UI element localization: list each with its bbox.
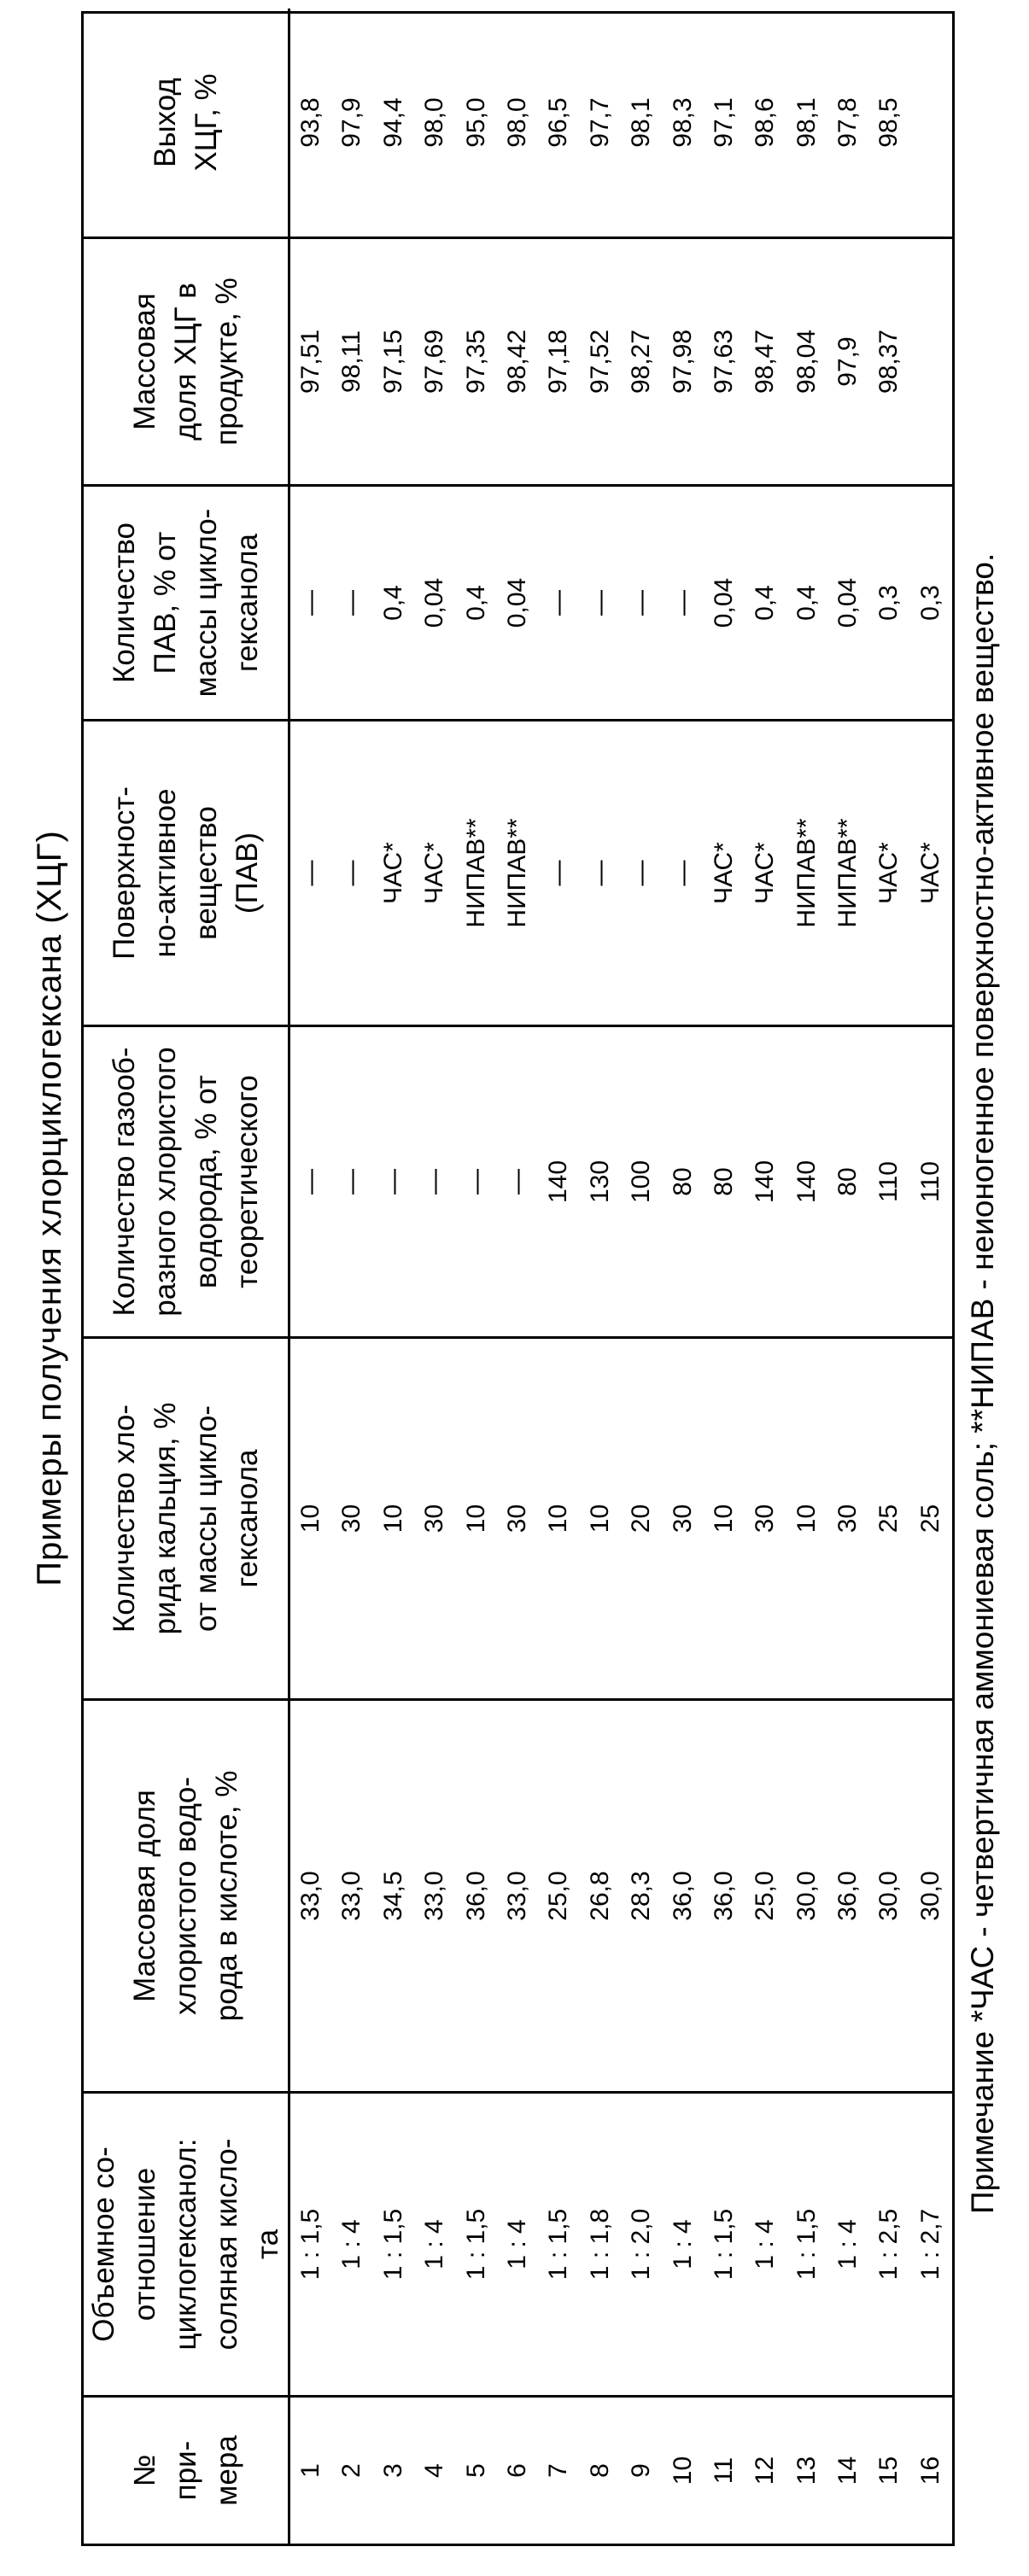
table-title: Примеры получения хлорциклогексана (ХЦГ) xyxy=(31,830,68,1586)
cell-value: НИПАВ** xyxy=(461,818,490,928)
cell-value: 28,3 xyxy=(627,1871,656,1921)
cell-value: 1 : 4 xyxy=(833,2219,862,2269)
cell-value: 26,8 xyxy=(585,1871,614,1921)
cell-value: 1 : 1,5 xyxy=(709,2208,738,2281)
cell-value: 5 xyxy=(461,2463,490,2478)
column-values-gaseous-hcl-amount xyxy=(290,1027,952,1336)
column-values-hcg-yield xyxy=(290,9,952,237)
cell-value: 1 : 4 xyxy=(420,2219,449,2269)
cell-value: — xyxy=(627,590,656,616)
column-values-hcl-mass-fraction-in-acid xyxy=(290,1701,952,2091)
examples-table xyxy=(81,11,955,2546)
column-values-calcium-chloride-amount xyxy=(290,1339,952,1698)
cell-value: 140 xyxy=(544,1159,573,1204)
cell-value: — xyxy=(420,1169,449,1195)
cell-value: 1 : 1,5 xyxy=(792,2208,821,2281)
cell-value: 130 xyxy=(585,1159,614,1204)
cell-value: 30,0 xyxy=(792,1871,821,1921)
cell-value: 97,15 xyxy=(378,329,407,394)
cell-value: 10 xyxy=(296,1504,324,1533)
column-values-hcg-mass-fraction-in-product xyxy=(290,239,952,484)
cell-value: НИПАВ** xyxy=(833,818,862,928)
cell-value: 10 xyxy=(792,1504,821,1533)
cell-value: 98,47 xyxy=(751,329,780,394)
cell-value: — xyxy=(502,1169,531,1195)
cell-value: 16 xyxy=(915,2456,944,2485)
cell-value: — xyxy=(296,860,324,886)
cell-value: 4 xyxy=(420,2463,449,2478)
column-values-volume-ratio xyxy=(290,2094,952,2395)
cell-value: 33,0 xyxy=(502,1871,531,1921)
column-hcl-mass-fraction-in-acid xyxy=(84,1698,952,2091)
cell-value: 110 xyxy=(915,1161,944,1202)
cell-value: 36,0 xyxy=(833,1871,862,1921)
cell-value: 96,5 xyxy=(544,97,573,148)
cell-value: — xyxy=(337,1169,366,1195)
cell-value: 0,4 xyxy=(378,585,407,621)
cell-value: 1 : 1,5 xyxy=(378,2208,407,2281)
cell-value: 140 xyxy=(751,1159,780,1204)
cell-value: — xyxy=(296,590,324,616)
cell-value: 10 xyxy=(585,1504,614,1533)
cell-value: 1 : 1,5 xyxy=(544,2208,573,2281)
cell-value: 2 xyxy=(337,2463,366,2478)
cell-value: 36,0 xyxy=(709,1871,738,1921)
cell-value: 30 xyxy=(337,1504,366,1533)
column-header-calcium-chloride-amount: Количество хло- рида кальция, % от массы цикло- гексанола xyxy=(84,1339,290,1698)
cell-value: 34,5 xyxy=(378,1871,407,1921)
cell-value: 30,0 xyxy=(915,1871,944,1921)
cell-value: 12 xyxy=(751,2456,780,2485)
cell-value: 98,11 xyxy=(337,330,366,393)
cell-value: 30 xyxy=(833,1504,862,1533)
cell-value: 1 : 2,5 xyxy=(874,2208,903,2281)
cell-value: 0,04 xyxy=(833,577,862,628)
cell-value: — xyxy=(544,860,573,886)
cell-value: 97,35 xyxy=(461,329,490,394)
cell-value: — xyxy=(668,590,697,616)
cell-value: 13 xyxy=(792,2456,821,2485)
cell-value: 1 xyxy=(296,2463,324,2478)
cell-value: 30 xyxy=(420,1504,449,1533)
cell-value: 10 xyxy=(378,1504,407,1533)
column-header-hcg-mass-fraction-in-product: Массовая доля ХЦГ в продукте, % xyxy=(84,239,290,484)
cell-value: — xyxy=(668,860,697,886)
cell-value: 0,04 xyxy=(709,577,738,628)
cell-value: 30 xyxy=(502,1504,531,1533)
cell-value: — xyxy=(544,590,573,616)
cell-value: 98,1 xyxy=(627,97,656,148)
cell-value: 97,63 xyxy=(709,329,738,394)
cell-value: 0,4 xyxy=(461,585,490,621)
column-hcg-yield xyxy=(84,9,952,237)
column-values-surfactant-type xyxy=(290,721,952,1025)
column-values-example-number xyxy=(290,2398,952,2544)
cell-value: 98,37 xyxy=(874,329,903,394)
cell-value: — xyxy=(378,1169,407,1195)
cell-value: 1 : 4 xyxy=(502,2219,531,2269)
cell-value: ЧАС* xyxy=(874,842,903,904)
cell-value: 30,0 xyxy=(874,1871,903,1921)
cell-value: 30 xyxy=(668,1504,697,1533)
cell-value: 97,51 xyxy=(296,329,324,394)
cell-value: 110 xyxy=(874,1161,903,1202)
cell-value: 1 : 4 xyxy=(337,2219,366,2269)
cell-value: 25 xyxy=(915,1504,944,1533)
cell-value: — xyxy=(296,1169,324,1195)
column-gaseous-hcl-amount xyxy=(84,1025,952,1336)
cell-value: 10 xyxy=(709,1504,738,1533)
cell-value: 98,42 xyxy=(502,329,531,394)
cell-value: НИПАВ** xyxy=(792,818,821,928)
cell-value: 97,8 xyxy=(833,97,862,148)
column-values-surfactant-amount xyxy=(290,487,952,719)
cell-value: 14 xyxy=(833,2456,862,2485)
cell-value: ЧАС* xyxy=(709,842,738,904)
cell-value: 25,0 xyxy=(751,1871,780,1921)
cell-value: 98,3 xyxy=(668,97,697,148)
cell-value: 1 : 2,7 xyxy=(915,2208,944,2281)
cell-value: 97,52 xyxy=(585,329,614,394)
column-surfactant-type xyxy=(84,719,952,1025)
column-example-number xyxy=(84,2395,952,2544)
cell-value: 1 : 2,0 xyxy=(627,2208,656,2281)
cell-value: 98,0 xyxy=(420,97,449,148)
column-header-hcg-yield: Выход ХЦГ, % xyxy=(84,9,290,237)
cell-value: 3 xyxy=(378,2463,407,2478)
cell-value: 25,0 xyxy=(544,1871,573,1921)
cell-value: 9 xyxy=(627,2463,656,2478)
cell-value: 10 xyxy=(668,2456,697,2485)
cell-value: 100 xyxy=(627,1159,656,1204)
cell-value: 0,4 xyxy=(751,585,780,621)
cell-value: 7 xyxy=(544,2463,573,2478)
cell-value: 11 xyxy=(709,2456,738,2485)
cell-value: 98,04 xyxy=(792,329,821,394)
cell-value: — xyxy=(585,590,614,616)
cell-value: 8 xyxy=(585,2463,614,2478)
cell-value: ЧАС* xyxy=(915,842,944,904)
cell-value: 0,3 xyxy=(915,585,944,621)
column-volume-ratio xyxy=(84,2091,952,2395)
cell-value: 0,04 xyxy=(420,577,449,628)
column-header-surfactant-type: Поверхност- но-активное вещество (ПАВ) xyxy=(84,721,290,1025)
cell-value: 97,9 xyxy=(833,336,862,387)
cell-value: 98,1 xyxy=(792,97,821,148)
cell-value: 98,0 xyxy=(502,97,531,148)
cell-value: 94,4 xyxy=(378,97,407,148)
cell-value: 36,0 xyxy=(461,1871,490,1921)
cell-value: 80 xyxy=(668,1167,697,1196)
cell-value: 25 xyxy=(874,1504,903,1533)
cell-value: ЧАС* xyxy=(751,842,780,904)
cell-value: 1 : 1,8 xyxy=(585,2208,614,2281)
cell-value: — xyxy=(627,860,656,886)
cell-value: 1 : 1,5 xyxy=(461,2208,490,2281)
cell-value: — xyxy=(337,590,366,616)
cell-value: НИПАВ** xyxy=(502,818,531,928)
column-header-hcl-mass-fraction-in-acid: Массовая доля хлористого водо- рода в кислоте, % xyxy=(84,1701,290,2091)
cell-value: 33,0 xyxy=(337,1871,366,1921)
cell-value: 97,98 xyxy=(668,329,697,394)
column-hcg-mass-fraction-in-product xyxy=(84,237,952,484)
cell-value: 30 xyxy=(751,1504,780,1533)
cell-value: — xyxy=(585,860,614,886)
cell-value: 20 xyxy=(627,1504,656,1533)
cell-value: 97,18 xyxy=(544,329,573,394)
cell-value: 15 xyxy=(874,2456,903,2485)
column-header-volume-ratio: Объемное со- отношение циклогексанол: соляная кисло- та xyxy=(84,2094,290,2395)
cell-value: 140 xyxy=(792,1159,821,1204)
table-footnote: Примечание *ЧАС - четвертичная аммониевая соль; **НИПАВ - неионогенное поверхностно-активное вещество. xyxy=(965,552,1000,2214)
cell-value: 98,6 xyxy=(751,97,780,148)
cell-value: — xyxy=(461,1169,490,1195)
cell-value: 98,27 xyxy=(627,329,656,394)
cell-value: 0,4 xyxy=(792,585,821,621)
cell-value: 1 : 1,5 xyxy=(296,2208,324,2281)
cell-value: 97,7 xyxy=(585,97,614,148)
column-header-example-number: № при- мера xyxy=(84,2398,290,2544)
cell-value: 1 : 4 xyxy=(668,2219,697,2269)
cell-value: 33,0 xyxy=(296,1871,324,1921)
cell-value: 98,5 xyxy=(874,97,903,148)
column-header-surfactant-amount: Количество ПАВ, % от массы цикло- гексанола xyxy=(84,487,290,719)
cell-value: 10 xyxy=(544,1504,573,1533)
cell-value: 97,9 xyxy=(337,97,366,148)
cell-value: 10 xyxy=(461,1504,490,1533)
cell-value: ЧАС* xyxy=(420,842,449,904)
cell-value: ЧАС* xyxy=(378,842,407,904)
cell-value: 97,1 xyxy=(709,97,738,148)
cell-value: 36,0 xyxy=(668,1871,697,1921)
cell-value: 95,0 xyxy=(461,97,490,148)
column-calcium-chloride-amount xyxy=(84,1336,952,1698)
cell-value: 0,3 xyxy=(874,585,903,621)
column-surfactant-amount xyxy=(84,484,952,719)
cell-value: 6 xyxy=(502,2463,531,2478)
cell-value: — xyxy=(337,860,366,886)
cell-value: 1 : 4 xyxy=(751,2219,780,2269)
cell-value: 80 xyxy=(833,1167,862,1196)
column-header-gaseous-hcl-amount: Количество газооб- разного хлористого водорода, % от теоретического xyxy=(84,1027,290,1336)
cell-value: 80 xyxy=(709,1167,738,1196)
cell-value: 0,04 xyxy=(502,577,531,628)
cell-value: 93,8 xyxy=(296,97,324,148)
cell-value: 33,0 xyxy=(420,1871,449,1921)
cell-value: 97,69 xyxy=(420,329,449,394)
